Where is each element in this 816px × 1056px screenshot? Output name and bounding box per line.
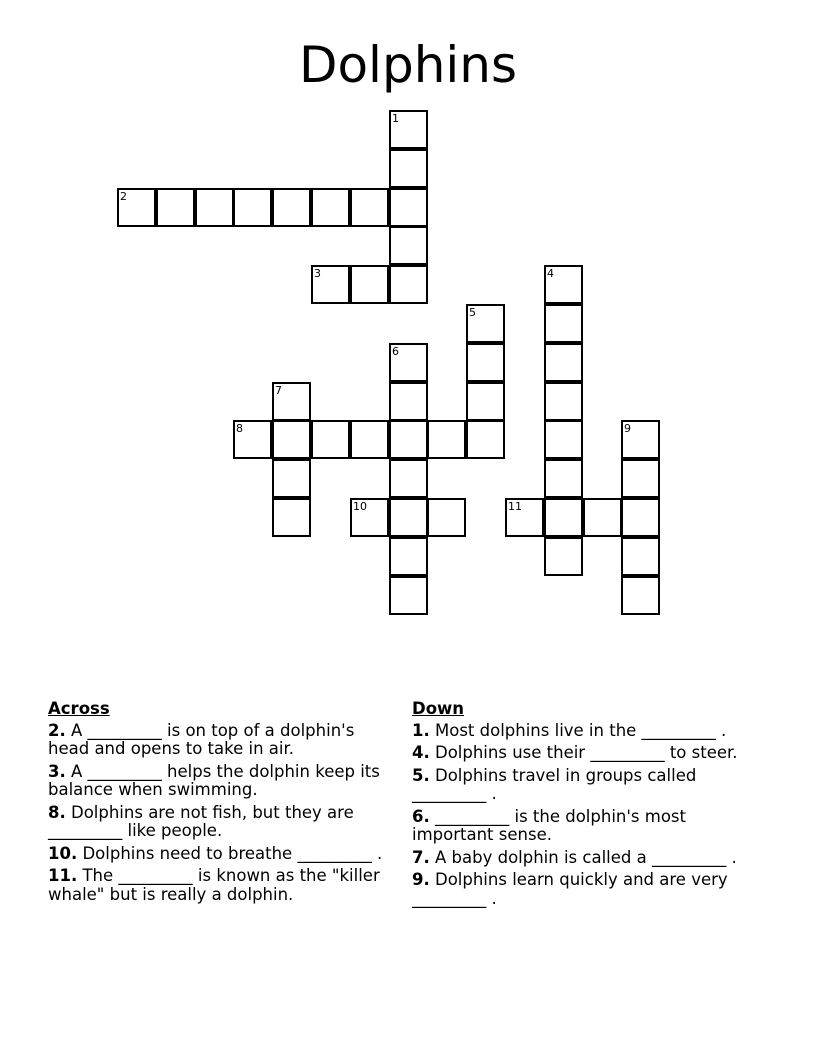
grid-cell[interactable] <box>350 188 389 227</box>
grid-cell[interactable] <box>311 420 350 459</box>
grid-cell[interactable] <box>389 110 428 149</box>
grid-cell[interactable] <box>621 576 660 615</box>
clue-text: A baby dolphin is called a _________ . <box>429 847 737 867</box>
grid-cell[interactable] <box>544 265 583 304</box>
down-clue-4 <box>412 744 742 763</box>
grid-cell[interactable] <box>389 149 428 188</box>
clue-number: 10. <box>48 843 78 863</box>
down-clue-7 <box>412 849 742 868</box>
clue-text: _________ is the dolphin's most important sense. <box>412 806 686 844</box>
clue-number: 7. <box>412 847 430 867</box>
clue-text: Dolphins learn quickly and are very _________ . <box>412 870 728 908</box>
clue-text: Dolphins are not fish, but they are _________ like people. <box>48 802 354 840</box>
clue-number-label: 9 <box>624 422 631 435</box>
clue-number-label: 5 <box>469 306 476 319</box>
grid-cell[interactable] <box>466 382 505 421</box>
down-clues <box>412 700 742 912</box>
clue-number: 3. <box>48 761 66 781</box>
grid-cell[interactable] <box>156 188 195 227</box>
grid-cell[interactable] <box>233 420 272 459</box>
clue-text: A _________ is on top of a dolphin's head and opens to take in air. <box>48 720 355 758</box>
grid-cell[interactable] <box>544 382 583 421</box>
across-clues <box>48 700 388 908</box>
grid-cell[interactable] <box>544 343 583 382</box>
down-clue-6 <box>412 808 742 845</box>
across-clue-8 <box>48 804 388 841</box>
grid-cell[interactable] <box>621 459 660 498</box>
grid-cell[interactable] <box>466 420 505 459</box>
across-clue-11 <box>48 867 388 904</box>
clue-number: 6. <box>412 806 430 826</box>
grid-cell[interactable] <box>272 420 311 459</box>
clue-number-label: 8 <box>236 422 243 435</box>
grid-cell[interactable] <box>544 537 583 576</box>
grid-cell[interactable] <box>272 459 311 498</box>
clue-text: Dolphins use their _________ to steer. <box>429 743 738 762</box>
clue-number: 4. <box>412 743 430 762</box>
across-clue-2 <box>48 722 388 759</box>
grid-cell[interactable] <box>621 420 660 459</box>
grid-cell[interactable] <box>272 188 311 227</box>
grid-cell[interactable] <box>621 498 660 537</box>
grid-cell[interactable] <box>117 188 156 227</box>
grid-cell[interactable] <box>389 265 428 304</box>
clue-text: A _________ helps the dolphin keep its balance when swimming. <box>48 761 380 799</box>
clue-number: 2. <box>48 720 66 740</box>
grid-cell[interactable] <box>389 420 428 459</box>
grid-cell[interactable] <box>389 343 428 382</box>
grid-cell[interactable] <box>389 459 428 498</box>
grid-cell[interactable] <box>621 537 660 576</box>
grid-cell[interactable] <box>311 265 350 304</box>
clue-number-label: 1 <box>392 112 399 125</box>
grid-cell[interactable] <box>272 498 311 537</box>
across-heading: Across <box>48 699 110 718</box>
down-heading: Down <box>412 699 465 718</box>
across-clue-3 <box>48 763 388 800</box>
grid-cell[interactable] <box>350 265 389 304</box>
clue-text: Dolphins need to breathe _________ . <box>77 843 383 863</box>
grid-cell[interactable] <box>583 498 622 537</box>
grid-cell[interactable] <box>389 382 428 421</box>
down-clue-1 <box>412 722 742 741</box>
grid-cell[interactable] <box>466 304 505 343</box>
grid-cell[interactable] <box>350 420 389 459</box>
clue-text: Dolphins travel in groups called _________ . <box>412 765 697 803</box>
clue-number-label: 2 <box>120 190 127 203</box>
across-clue-10 <box>48 845 388 864</box>
grid-cell[interactable] <box>544 304 583 343</box>
clue-number: 9. <box>412 870 430 889</box>
clue-text: The _________ is known as the "killer whale" but is really a dolphin. <box>48 866 380 904</box>
down-clue-9 <box>412 871 742 908</box>
clue-number: 8. <box>48 802 66 822</box>
page-title: Dolphins <box>298 36 518 94</box>
clue-number-label: 3 <box>314 267 321 280</box>
grid-cell[interactable] <box>389 226 428 265</box>
grid-cell[interactable] <box>389 576 428 615</box>
clue-number-label: 6 <box>392 345 399 358</box>
grid-cell[interactable] <box>544 498 583 537</box>
down-clue-5 <box>412 767 742 804</box>
clue-number-label: 11 <box>508 500 522 513</box>
clue-number: 5. <box>412 765 430 785</box>
clue-text: Most dolphins live in the _________ . <box>429 720 727 740</box>
clue-number: 11. <box>48 866 78 885</box>
grid-cell[interactable] <box>350 498 389 537</box>
grid-cell[interactable] <box>427 420 466 459</box>
clue-number-label: 7 <box>275 384 282 397</box>
grid-cell[interactable] <box>195 188 234 227</box>
grid-cell[interactable] <box>544 420 583 459</box>
grid-cell[interactable] <box>427 498 466 537</box>
grid-cell[interactable] <box>389 498 428 537</box>
grid-cell[interactable] <box>311 188 350 227</box>
grid-cell[interactable] <box>233 188 272 227</box>
grid-cell[interactable] <box>466 343 505 382</box>
grid-cell[interactable] <box>389 188 428 227</box>
grid-cell[interactable] <box>389 537 428 576</box>
clue-number: 1. <box>412 720 430 740</box>
grid-cell[interactable] <box>272 382 311 421</box>
grid-cell[interactable] <box>505 498 544 537</box>
clue-number-label: 4 <box>547 267 554 280</box>
clue-number-label: 10 <box>353 500 367 513</box>
grid-cell[interactable] <box>544 459 583 498</box>
